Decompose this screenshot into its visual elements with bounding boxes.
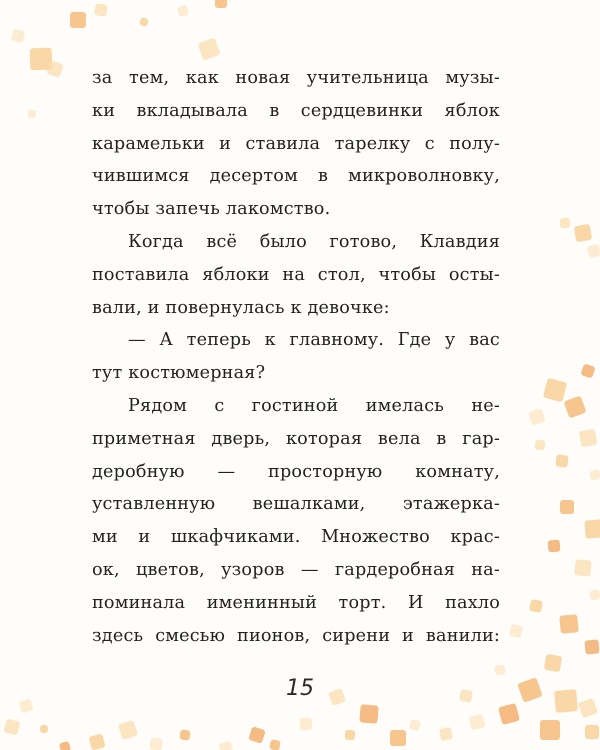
confetti-square: [390, 730, 406, 746]
confetti-square: [118, 720, 138, 740]
confetti-square: [139, 17, 149, 27]
confetti-square: [544, 654, 563, 673]
confetti-square: [468, 713, 485, 730]
confetti-square: [197, 37, 220, 60]
confetti-square: [269, 739, 281, 750]
confetti-square: [28, 110, 37, 119]
confetti-square: [584, 639, 599, 654]
text-line: за тем, как новая учительница музы-: [92, 68, 500, 88]
text-line: чтобы запечь лакомство.: [92, 199, 331, 220]
text-line: уставленную вешалками, этажерка-: [92, 494, 500, 515]
text-line: поминала именинный торт. И пахло: [92, 592, 500, 613]
confetti-square: [579, 429, 598, 448]
confetti-square: [559, 614, 579, 634]
confetti-square: [494, 664, 506, 676]
confetti-square: [540, 720, 560, 740]
text-line: чившимся десертом в микроволновку,: [92, 166, 500, 187]
confetti-square: [543, 378, 567, 402]
confetti-square: [300, 718, 312, 730]
confetti-square: [215, 0, 227, 8]
confetti-square: [345, 730, 356, 741]
text-line: вали, и повернулась к девочке:: [92, 297, 390, 318]
confetti-square: [535, 440, 546, 451]
confetti-square: [70, 12, 87, 29]
confetti-square: [439, 727, 453, 741]
confetti-square: [528, 408, 546, 426]
text-line: деробную — просторную комнату,: [92, 461, 500, 482]
confetti-square: [88, 733, 105, 750]
text-line: Когда всё было готово, Клавдия: [128, 231, 500, 252]
confetti-square: [585, 725, 599, 739]
text-line: ок, цветов, узоров — гардеробная на-: [92, 559, 500, 580]
text-line: Рядом с гостиной имелась не-: [128, 395, 500, 416]
confetti-square: [179, 729, 191, 741]
confetti-square: [580, 363, 595, 378]
confetti-square: [149, 737, 163, 750]
text-line: поставила яблоки на стол, чтобы осты-: [92, 264, 500, 285]
text-line: тут костюмерная?: [92, 363, 266, 384]
confetti-square: [3, 718, 20, 735]
page-number: 15: [286, 676, 314, 701]
confetti-square: [560, 218, 570, 228]
text-line: здесь смесью пионов, сирени и ванили:: [92, 625, 500, 646]
confetti-square: [589, 469, 600, 482]
confetti-square: [584, 519, 600, 539]
text-line: ми и шкафчиками. Множество крас-: [92, 527, 500, 548]
confetti-square: [498, 703, 520, 725]
confetti-square: [529, 599, 543, 613]
confetti-square: [11, 29, 26, 44]
confetti-square: [39, 724, 49, 734]
confetti-square: [59, 741, 72, 750]
text-line: приметная дверь, которая вела в гар-: [92, 428, 500, 449]
confetti-square: [359, 704, 379, 724]
confetti-square: [248, 726, 266, 744]
confetti-square: [548, 540, 561, 553]
confetti-square: [586, 243, 600, 258]
confetti-square: [574, 559, 591, 576]
confetti-square: [574, 224, 593, 243]
confetti-square: [589, 589, 600, 602]
text-line: карамельки и ставила тарелку с полу-: [92, 133, 500, 154]
body-text: [92, 62, 500, 652]
text-line: — А теперь к главному. Где у вас: [128, 330, 500, 351]
confetti-square: [94, 3, 108, 17]
confetti-square: [409, 719, 421, 731]
confetti-square: [555, 454, 568, 467]
text-line: ки вкладывала в сердцевинки яблок: [92, 100, 500, 121]
confetti-square: [218, 740, 233, 750]
confetti-square: [560, 500, 574, 514]
confetti-square: [563, 395, 586, 418]
confetti-square: [177, 5, 188, 16]
confetti-square: [509, 624, 524, 639]
